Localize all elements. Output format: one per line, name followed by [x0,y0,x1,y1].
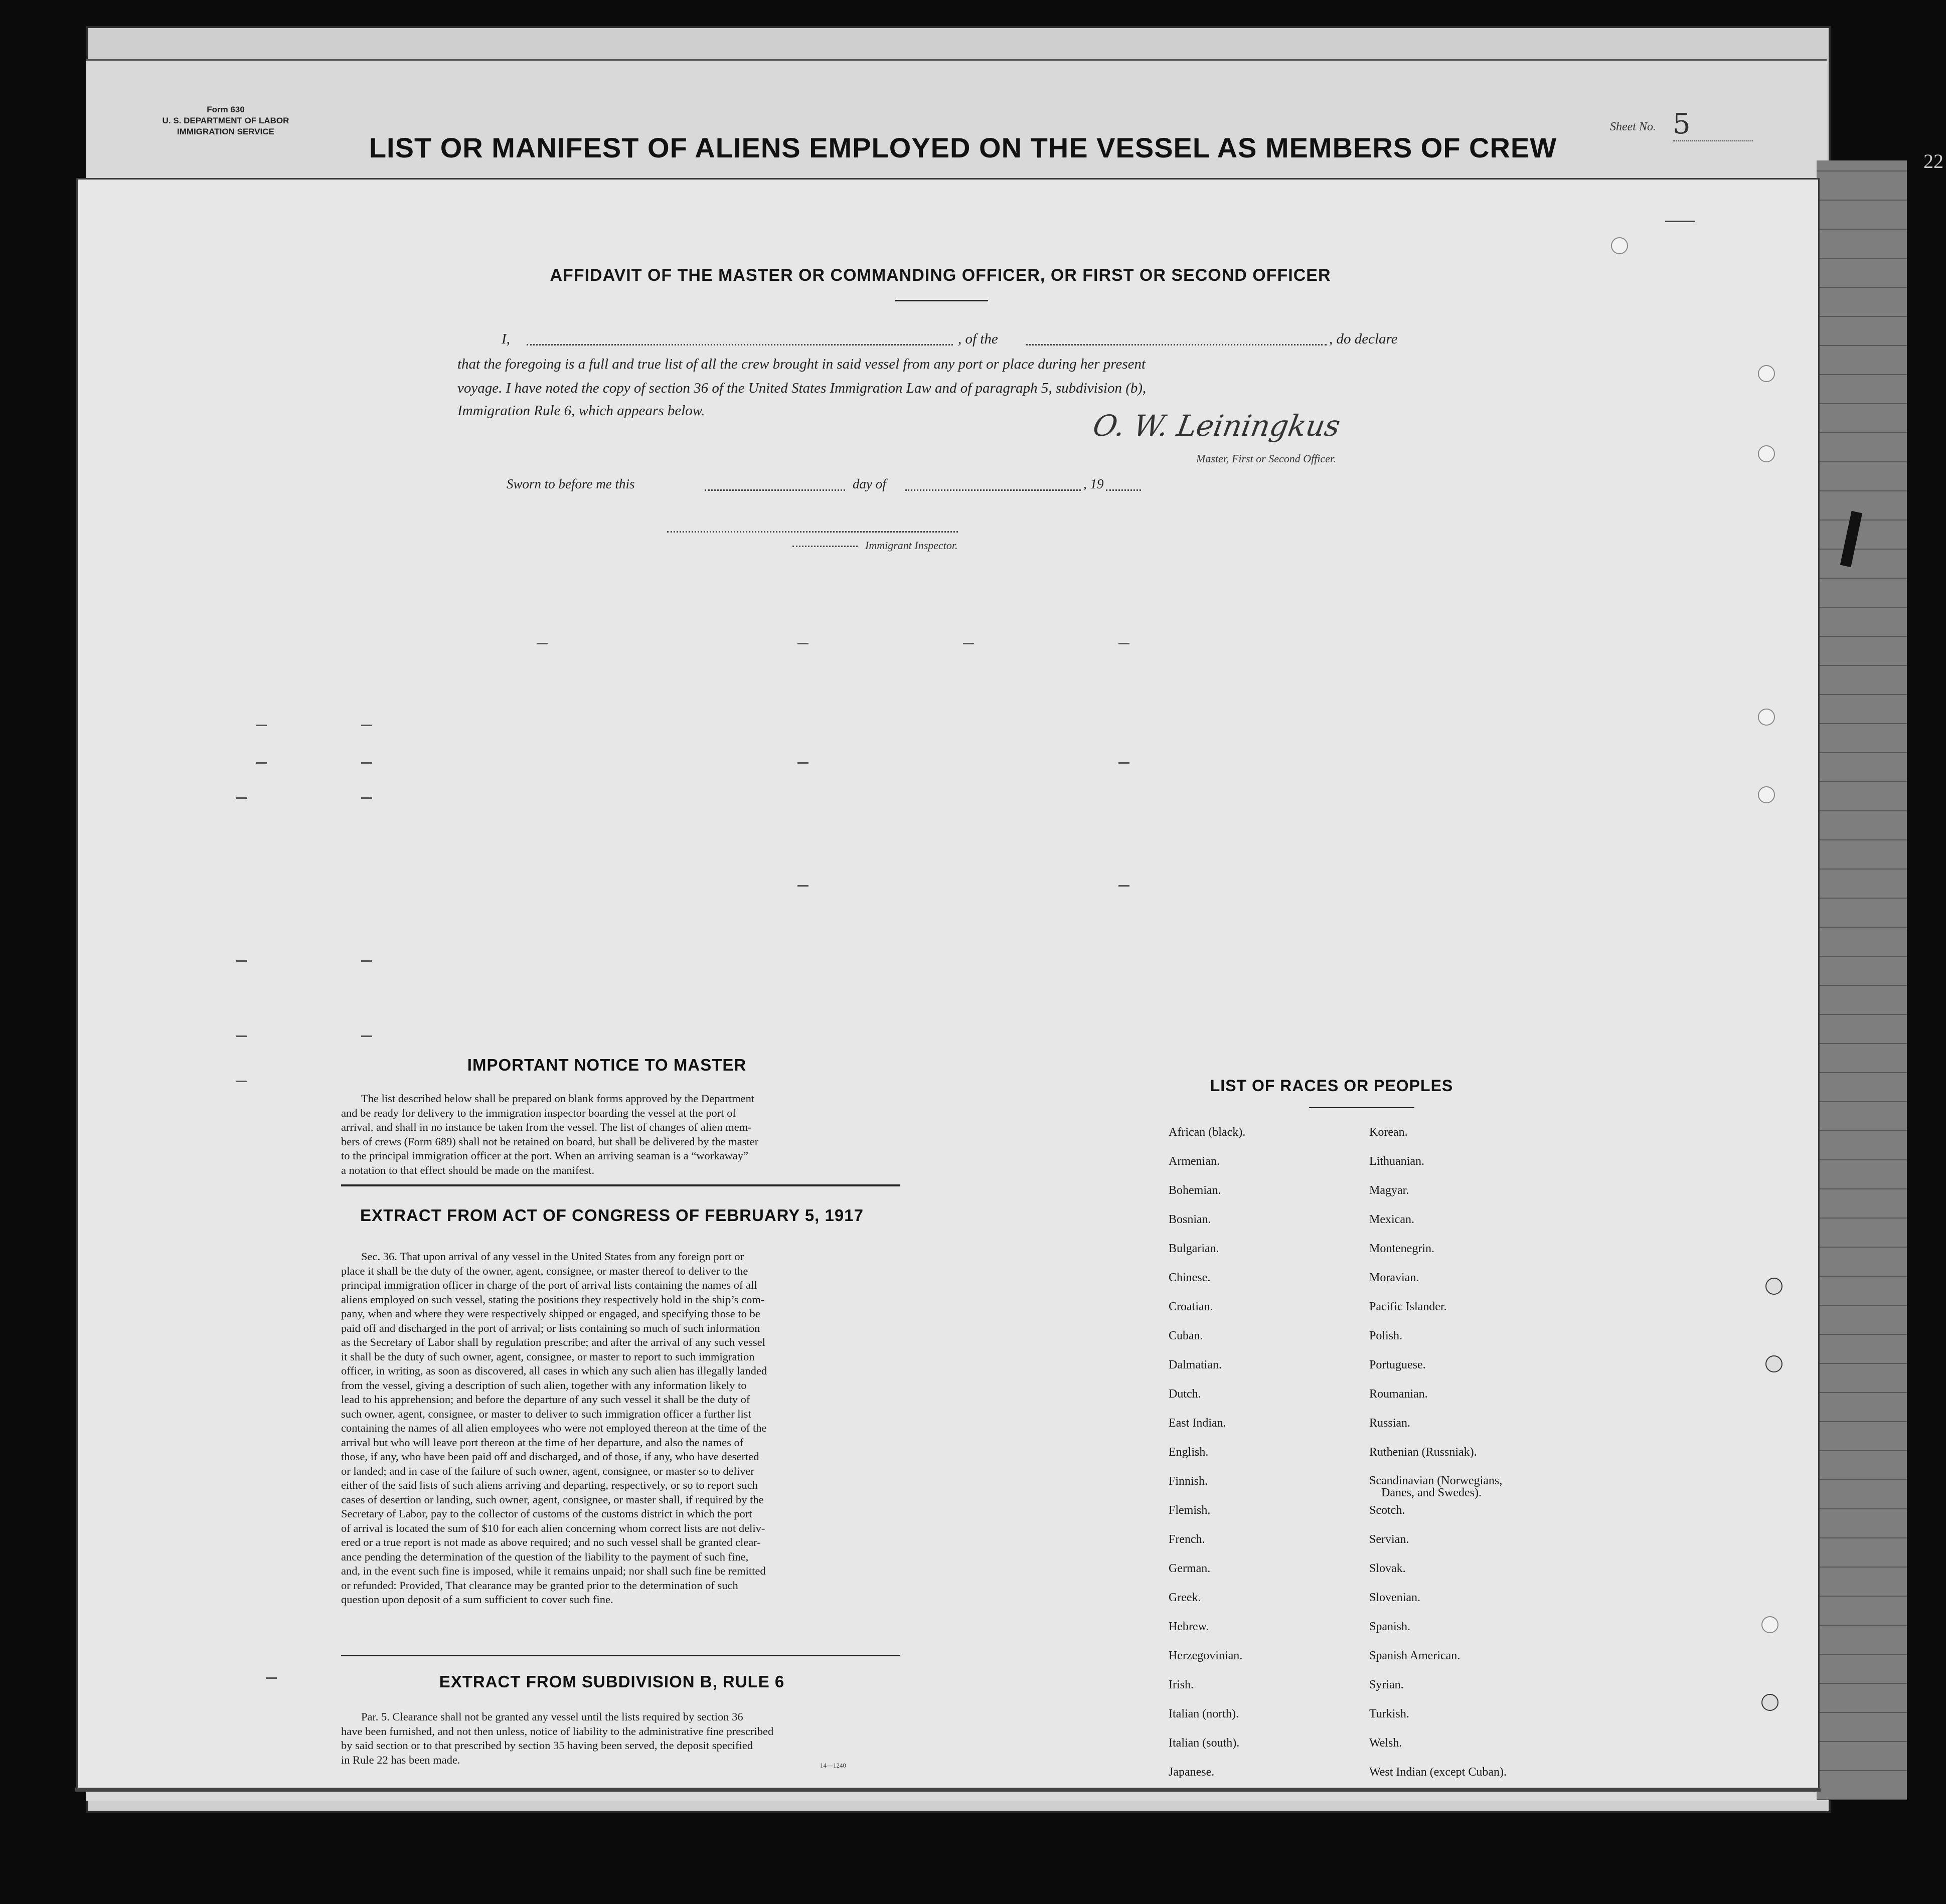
act-line: it shall be the duty of such owner, agent, consignee, or master to report to such immigration [341,1350,755,1363]
race-item-continuation: Danes, and Swedes). [1381,1486,1482,1499]
race-item: Herzegovinian. [1169,1649,1243,1662]
race-item: Polish. [1369,1329,1403,1342]
act-line: paid off and discharged in the port of arrival; or lists containing so much of such information [341,1321,760,1334]
act-line: such owner, agent, consignee, or master to deliver to such immigration officer a further list [341,1407,751,1420]
name-blank [527,332,953,345]
notice-line: a notation to that effect should be made on the manifest. [341,1163,595,1176]
inspector-short-line [792,538,858,547]
day-of-text: day of [853,476,886,491]
notice-body [341,1092,900,1177]
sheet-number-value: 5 [1673,108,1753,141]
race-item: Pacific Islander. [1369,1300,1447,1313]
act-line: cases of desertion or landing, such owner, agent, consignee, or master shall, if required by the [341,1493,764,1506]
rule-title: EXTRACT FROM SUBDIVISION B, RULE 6 [439,1672,785,1691]
act-line: either of the said lists of such aliens arriving and departing, respectively, or so to report such [341,1479,758,1491]
race-item: Flemish. [1169,1504,1211,1517]
faint-dash [266,1677,277,1679]
faint-dash [1118,643,1129,644]
act-line: arrival but who will leave port thereon at the time of her departure, and also the names of [341,1436,744,1449]
affidavit-line-2: voyage. I have noted the copy of section 36 of the United States Immigration Law and of paragraph 5, subdivision (b), [457,380,1147,396]
faint-dash [361,960,372,962]
act-line: and, in the event such fine is imposed, while it remains unpaid; nor shall such fine be remitted [341,1565,766,1577]
race-item: Ruthenian (Russniak). [1369,1446,1477,1459]
act-line: pany, when and where they were respectively shipped or engaged, and specifying those to be [341,1307,760,1320]
act-line: lead to his apprehension; and before the departure of any such vessel it shall be the duty of [341,1393,750,1406]
race-item: Hebrew. [1169,1620,1209,1633]
act-line: or refunded: Provided, That clearance may be granted prior to the determination of such [341,1579,738,1592]
race-item: Turkish. [1369,1707,1409,1720]
act-line: of arrival is located the sum of $10 for each alien concerning whom correct lists are not deliv- [341,1521,765,1534]
race-item: Bosnian. [1169,1213,1211,1226]
act-line: ered or a true report is not made as above required; and no such vessel shall be granted clear- [341,1536,761,1548]
race-item: Slovenian. [1369,1591,1420,1604]
punch-hole [1765,1355,1782,1372]
act-line: Secretary of Labor, pay to the collector of customs of the customs district in which the port [341,1507,752,1520]
rule-line: have been furnished, and not then unless, notice of liability to the administrative fine prescribed [341,1724,774,1738]
service-name: IMMIGRATION SERVICE [177,127,274,136]
sworn-month-blank [905,477,1081,491]
act-line: question upon deposit of a sum sufficient to cover such fine. [341,1593,613,1606]
faint-dash [361,1035,372,1037]
inspector-signature-line [667,519,958,533]
act-line: Sec. 36. That upon arrival of any vessel in the United States from any foreign port or [361,1250,744,1263]
department-name: U. S. DEPARTMENT OF LABOR [162,116,289,125]
act-line: place it shall be the duty of the owner, agent, consignee, or master thereof to deliver to the [341,1264,748,1277]
punch-hole [1761,1694,1778,1711]
act-body [341,1250,900,1607]
punch-hole [1761,1616,1778,1633]
race-item: Servian. [1369,1533,1409,1546]
race-item: Chinese. [1169,1271,1211,1284]
form-identifier [150,104,301,137]
rule-body [341,1710,900,1767]
year-blank [1106,477,1141,491]
race-item: West Indian (except Cuban). [1369,1766,1507,1779]
page-edge-grid [1817,160,1907,1800]
race-item: Slovak. [1369,1562,1406,1575]
pen-mark [1665,221,1695,222]
race-item: Armenian. [1169,1155,1220,1168]
race-item: Irish. [1169,1678,1194,1691]
inspector-label [865,539,958,552]
faint-dash [236,960,247,962]
faint-dash [537,643,548,644]
notice-title: IMPORTANT NOTICE TO MASTER [467,1056,747,1074]
edge-page-number: 22 [1923,150,1943,172]
race-item: Montenegrin. [1369,1242,1434,1255]
punch-hole [1758,709,1775,726]
sworn-day-blank [705,477,845,491]
bottom-edge [75,1788,1821,1792]
punch-hole [1758,445,1775,462]
act-divider [341,1655,900,1656]
faint-dash [797,762,808,764]
print-code: 14—1240 [820,1762,846,1769]
race-item: Croatian. [1169,1300,1213,1313]
race-item: Bohemian. [1169,1184,1221,1197]
faint-dash [797,885,808,887]
race-item: Roumanian. [1369,1388,1428,1401]
act-line: containing the names of all alien employees who were not employed thereon at the time of the [341,1422,767,1434]
faint-dash [256,762,267,764]
notice-line: and be ready for delivery to the immigration inspector boarding the vessel at the port of [341,1106,736,1119]
sheet-number-label: Sheet No. [1610,120,1656,133]
race-item: Dutch. [1169,1388,1201,1401]
notice-line: to the principal immigration officer at the port. When an arriving seaman is a “workaway” [341,1149,749,1162]
race-item: German. [1169,1562,1211,1575]
punch-hole [1758,786,1775,803]
act-line: officer, in writing, as soon as discovered, all cases in which any such alien has illegally landed [341,1364,767,1377]
race-item: Korean. [1369,1126,1408,1139]
act-line: or landed; and in case of the failure of such owner, agent, consignee, or master so to deliver [341,1464,754,1477]
races-underline [1309,1107,1414,1108]
race-item: Scotch. [1369,1504,1405,1517]
race-item: Spanish American. [1369,1649,1461,1662]
faint-dash [236,1035,247,1037]
notice-line: arrival, and shall in no instance be taken from the vessel. The list of changes of alien mem- [341,1121,752,1133]
act-line: ance pending the determination of the question of the liability to the payment of such fine, [341,1550,749,1563]
affidavit-declare: , do declare [1329,331,1398,347]
rule-line: in Rule 22 has been made. [341,1753,460,1766]
year-text: , 19 [1083,476,1104,491]
punch-hole [1611,237,1628,254]
faint-dash [361,797,372,799]
race-item: Lithuanian. [1369,1155,1424,1168]
race-item: French. [1169,1533,1205,1546]
races-left-column [1169,1126,1359,1781]
act-title: EXTRACT FROM ACT OF CONGRESS OF FEBRUARY 5, 1917 [360,1206,864,1225]
notice-divider [341,1184,900,1186]
race-item-group [1369,1475,1585,1504]
faint-dash [1118,885,1129,887]
affidavit-line-3: Immigration Rule 6, which appears below. [457,403,705,419]
manifest-title: LIST OR MANIFEST OF ALIENS EMPLOYED ON THE VESSEL AS MEMBERS OF CREW [369,132,1557,163]
inspector-label-text: Immigrant Inspector. [865,539,958,552]
race-item: African (black). [1169,1126,1246,1139]
race-item: Magyar. [1369,1184,1409,1197]
race-item: Cuban. [1169,1329,1203,1342]
race-item: Dalmatian. [1169,1358,1222,1371]
faint-dash [361,762,372,764]
faint-dash [236,797,247,799]
act-line: aliens employed on such vessel, stating the positions they respectively hold in the ship’s com- [341,1293,765,1306]
race-item: Japanese. [1169,1766,1215,1779]
faint-dash [797,643,808,644]
race-item: Mexican. [1369,1213,1414,1226]
faint-dash [361,725,372,726]
affidavit-of-the: , of the [958,331,998,347]
form-number: Form 630 [207,105,245,114]
punch-hole [1758,365,1775,382]
race-item: Welsh. [1369,1737,1402,1750]
notice-line: bers of crews (Form 689) shall not be retained on board, but shall be delivered by the master [341,1135,759,1148]
race-item: English. [1169,1446,1209,1459]
race-item: Portuguese. [1369,1358,1426,1371]
act-line: those, if any, who have been paid off and discharged, and of those, if any, who have deserted [341,1450,759,1463]
act-line: from the vessel, giving a description of such alien, together with any information likely to [341,1378,747,1392]
affidavit-i: I, [502,331,510,347]
race-item: Italian (north). [1169,1707,1239,1720]
race-item: Spanish. [1369,1620,1411,1633]
punch-hole [1765,1278,1782,1295]
race-item: Moravian. [1369,1271,1419,1284]
signature-label: Master, First or Second Officer. [1196,452,1336,465]
affidavit-title: AFFIDAVIT OF THE MASTER OR COMMANDING OFFICER, OR FIRST OR SECOND OFFICER [550,266,1331,285]
title-underline [895,300,988,301]
notice-line: The list described below shall be prepared on blank forms approved by the Department [361,1092,755,1105]
act-line: principal immigration officer in charge of the port of arrival lists containing the names of all [341,1279,757,1291]
race-item: Bulgarian. [1169,1242,1219,1255]
race-item: Greek. [1169,1591,1201,1604]
race-item: East Indian. [1169,1417,1226,1430]
affidavit-line-1: that the foregoing is a full and true list of all the crew brought in said vessel from any port or place during her present [457,356,1146,372]
rule-line: Par. 5. Clearance shall not be granted any vessel until the lists required by section 36 [361,1710,743,1723]
race-item: Finnish. [1169,1475,1208,1488]
faint-dash [236,1081,247,1082]
race-item: Russian. [1369,1417,1411,1430]
faint-dash [963,643,974,644]
faint-dash [256,725,267,726]
faint-dash [1118,762,1129,764]
act-line: as the Secretary of Labor shall by regulation prescribe; and after the arrival of any such vessel [341,1336,765,1348]
races-title: LIST OF RACES OR PEOPLES [1210,1077,1453,1095]
races-right-column [1369,1126,1585,1781]
race-item: Syrian. [1369,1678,1404,1691]
race-item: Italian (south). [1169,1737,1240,1750]
vessel-blank [1026,332,1327,345]
sworn-text: Sworn to before me this [507,476,635,491]
master-signature: O. W. Leiningkus [1090,409,1343,443]
rule-line: by said section or to that prescribed by section 35 having been served, the deposit specified [341,1739,753,1752]
race-item: Scandinavian (Norwegians, [1369,1474,1503,1487]
